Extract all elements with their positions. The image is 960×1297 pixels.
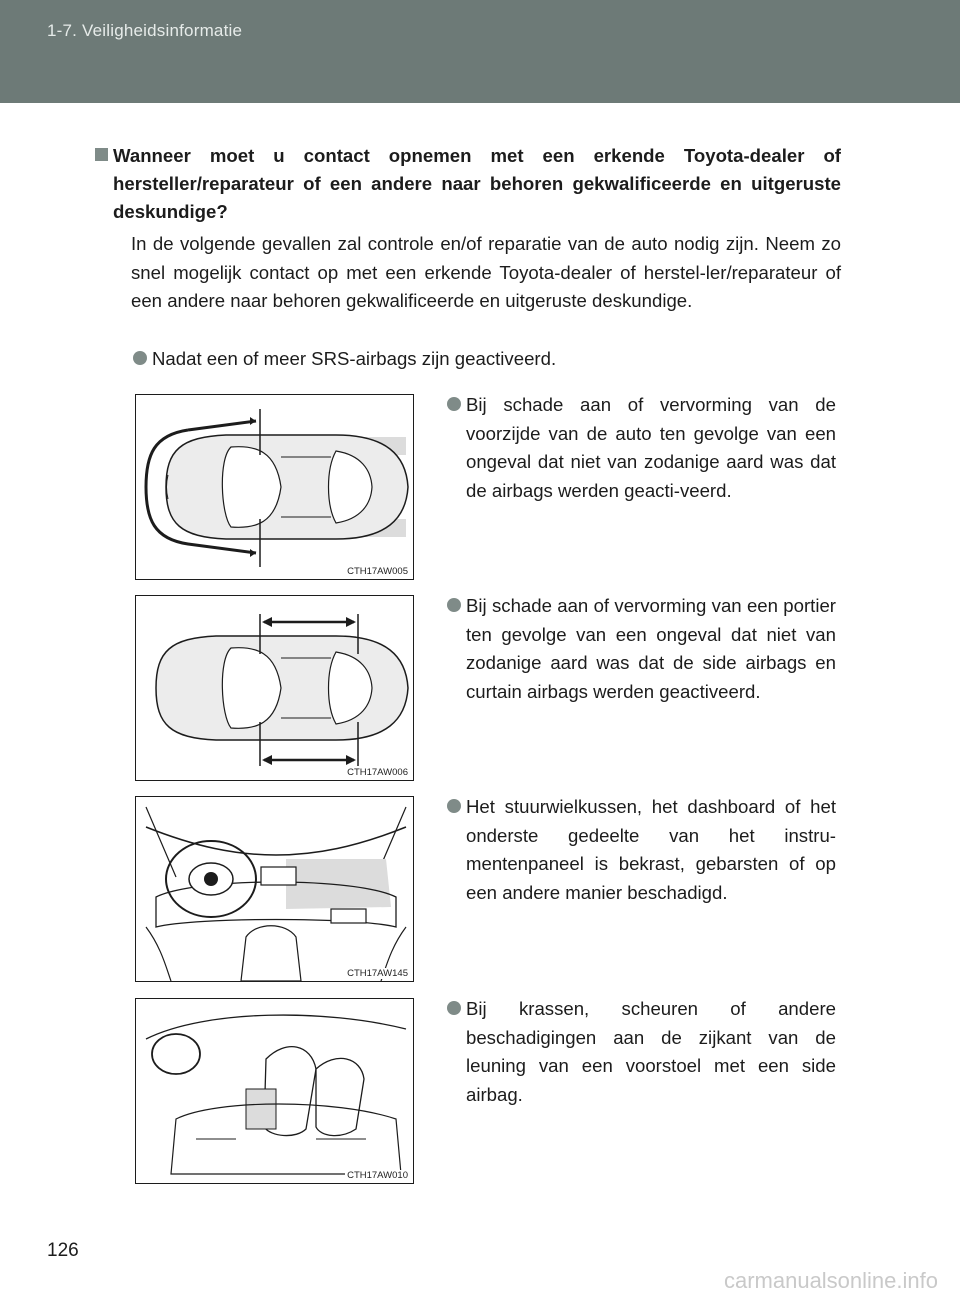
bullet-door-damage: [466, 592, 836, 706]
figure-dashboard-damage: [135, 796, 414, 982]
figure-door-damage: [135, 595, 414, 781]
bullet-text: Bij krassen, scheuren of andere beschadigingen aan de zijkant van de leuning van een voorstoel met een side airbag.: [466, 998, 836, 1105]
bullet-dot-icon: [447, 1001, 461, 1015]
watermark: carmanualsonline.info: [723, 1268, 938, 1293]
bullet-dot-icon: [133, 351, 147, 365]
page-number: 126: [47, 1240, 79, 1261]
figure-seat-damage: [135, 998, 414, 1184]
section-heading-text: Wanneer moet u contact opnemen met een erkende Toyota-dealer of hersteller/reparateur of een andere naar behoren gekwalificeerde en uitgeruste deskundige?: [113, 145, 841, 222]
intro-paragraph: In de volgende gevallen zal controle en/of reparatie van de auto nodig zijn. Neem zo snel mogelijk contact op met een erkende Toyota-dealer of herstel-ler/reparateur of een andere naar behoren gekwalificeerde en uitgeruste deskundige.: [131, 233, 841, 311]
seats-illustration: [136, 999, 413, 1183]
figure-code: CTH17AW010: [347, 1170, 408, 1181]
square-bullet-icon: [95, 148, 108, 161]
bullet-dot-icon: [447, 799, 461, 813]
bullet-airbags-activated: [152, 345, 842, 374]
section-heading: [113, 142, 841, 226]
bullet-text: Nadat een of meer SRS-airbags zijn geactiveerd.: [152, 348, 557, 369]
car-top-side-illustration: [136, 596, 413, 780]
car-top-front-illustration: [136, 395, 413, 579]
bullet-text: Bij schade aan of vervorming van de voorzijde van de auto ten gevolge van een ongeval dat niet van zodanige aard was dat de airbags werden geacti-veerd.: [466, 394, 836, 501]
figure-code: CTH17AW005: [347, 566, 408, 577]
bullet-text: Bij schade aan of vervorming van een portier ten gevolge van een ongeval dat niet van zodanige aard was dat de side airbags en curtain airbags werden geactiveerd.: [466, 595, 836, 702]
figure-front-damage: [135, 394, 414, 580]
figure-code: CTH17AW145: [347, 968, 408, 979]
bullet-seat-damage: [466, 995, 836, 1109]
bullet-text: Het stuurwielkussen, het dashboard of het onderste gedeelte van het instru-mentenpaneel is bekrast, gebarsten of op een andere manier beschadigd.: [466, 796, 836, 903]
bullet-dashboard-damage: [466, 793, 836, 907]
bullet-dot-icon: [447, 598, 461, 612]
bullet-front-damage: [466, 391, 836, 505]
dashboard-illustration: [136, 797, 413, 981]
figure-code: CTH17AW006: [347, 767, 408, 778]
chapter-title: 1-7. Veiligheidsinformatie: [47, 21, 243, 40]
chapter-header-bar: [0, 0, 960, 103]
bullet-dot-icon: [447, 397, 461, 411]
